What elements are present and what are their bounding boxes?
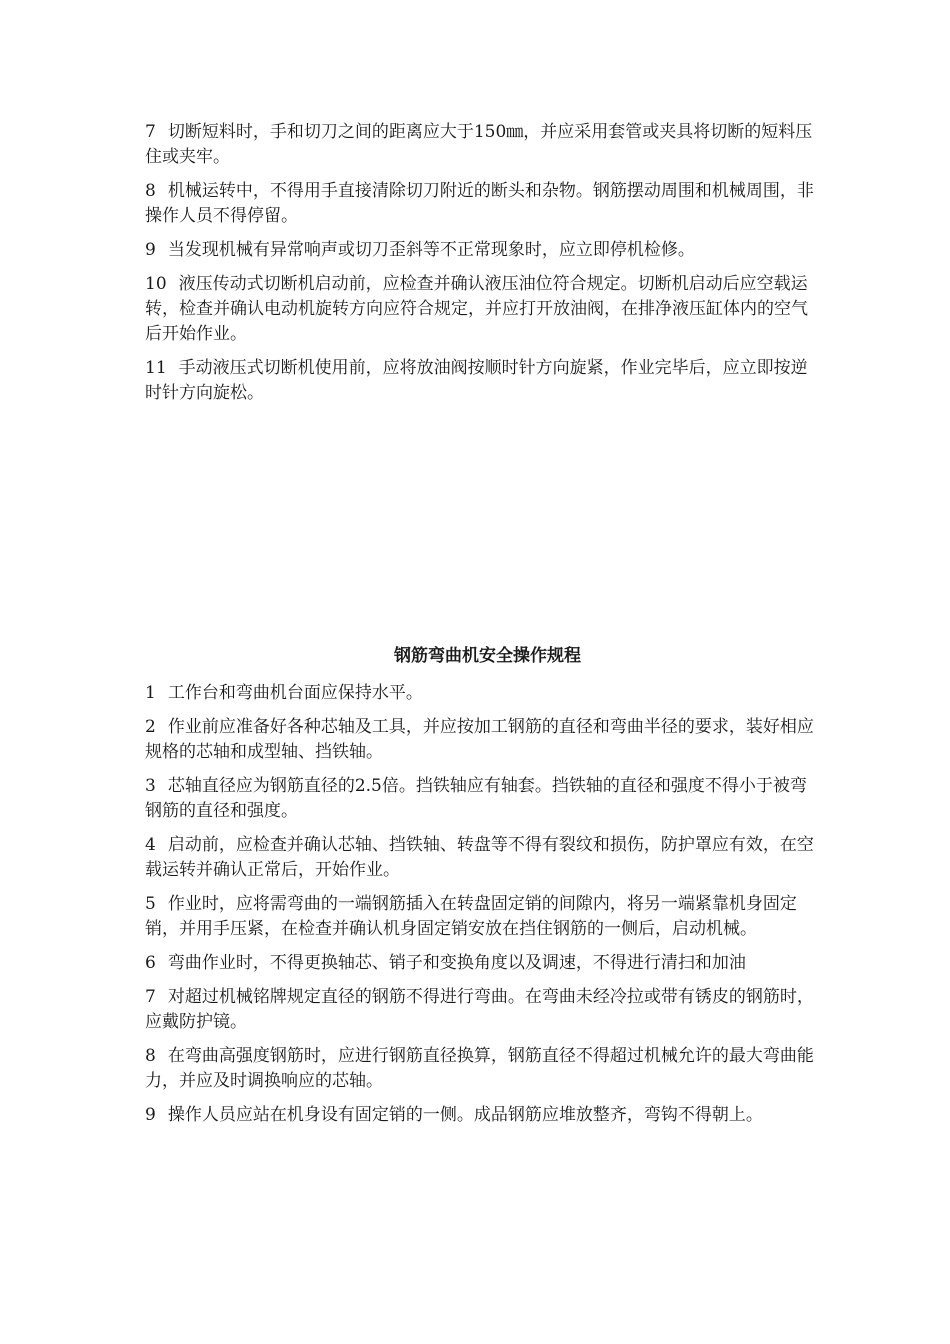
- rule-text: 在弯曲高强度钢筋时，应进行钢筋直径换算，钢筋直径不得超过机械允许的最大弯曲能力，并应及时调换响应的芯轴。: [145, 1046, 814, 1091]
- rule-item: [145, 715, 820, 765]
- rule-item: [145, 985, 820, 1035]
- rule-number: 5: [145, 894, 156, 914]
- rule-item: [145, 892, 820, 942]
- rule-number: 10: [145, 274, 167, 294]
- rule-item: [145, 681, 820, 706]
- rule-text: 操作人员应站在机身设有固定销的一侧。成品钢筋应堆放整齐，弯钩不得朝上。: [167, 1105, 763, 1125]
- rule-text: 作业前应准备好各种芯轴及工具，并应按加工钢筋的直径和弯曲半径的要求，装好相应规格的芯轴和成型轴、挡铁轴。: [145, 717, 814, 762]
- rule-text: 对超过机械铭牌规定直径的钢筋不得进行弯曲。在弯曲未经冷拉或带有锈皮的钢筋时，应戴防护镜。: [145, 987, 814, 1032]
- rule-item: [145, 356, 815, 406]
- rule-number: 1: [145, 683, 156, 703]
- rule-text: 作业时，应将需弯曲的一端钢筋插入在转盘固定销的间隙内，将另一端紧靠机身固定销，并用手压紧，在检查并确认机身固定销安放在挡住钢筋的一侧后，启动机械。: [145, 894, 797, 939]
- rule-number: 8: [145, 1046, 156, 1066]
- rule-number: 7: [145, 122, 156, 142]
- rule-item: [145, 238, 815, 263]
- rule-item: [145, 120, 815, 170]
- rule-text: 当发现机械有异常响声或切刀歪斜等不正常现象时，应立即停机检修。: [167, 240, 695, 260]
- bending-machine-rules: [145, 644, 820, 1137]
- rule-text: 芯轴直径应为钢筋直径的2.5倍。挡铁轴应有轴套。挡铁轴的直径和强度不得小于被弯钢筋的直径和强度。: [145, 776, 807, 821]
- rule-number: 3: [145, 776, 156, 796]
- rule-item: [145, 774, 820, 824]
- rule-number: 6: [145, 953, 156, 973]
- rule-number: 9: [145, 1105, 156, 1125]
- rule-text: 手动液压式切断机使用前，应将放油阀按顺时针方向旋紧，作业完毕后，应立即按逆时针方向旋松。: [145, 358, 808, 403]
- rule-item: [145, 951, 820, 976]
- rule-text: 机械运转中，不得用手直接清除切刀附近的断头和杂物。钢筋摆动周围和机械周围，非操作人员不得停留。: [145, 181, 814, 226]
- rule-text: 启动前，应检查并确认芯轴、挡铁轴、转盘等不得有裂纹和损伤，防护罩应有效，在空载运转并确认正常后，开始作业。: [145, 835, 814, 880]
- rule-item: [145, 272, 815, 347]
- rule-number: 11: [145, 358, 167, 378]
- rule-item: [145, 1103, 820, 1128]
- rule-text: 弯曲作业时，不得更换轴芯、销子和变换角度以及调速，不得进行清扫和加油: [167, 953, 746, 973]
- rule-item: [145, 833, 820, 883]
- cutting-machine-rules-continued: [145, 120, 815, 415]
- rule-text: 液压传动式切断机启动前，应检查并确认液压油位符合规定。切断机启动后应空载运转，检查并确认电动机旋转方向应符合规定，并应打开放油阀，在排净液压缸体内的空气后开始作业。: [145, 274, 808, 344]
- rule-number: 4: [145, 835, 156, 855]
- rule-text: 切断短料时，手和切刀之间的距离应大于150㎜，并应采用套管或夹具将切断的短料压住或夹牢。: [145, 122, 813, 167]
- rule-number: 9: [145, 240, 156, 260]
- rule-text: 工作台和弯曲机台面应保持水平。: [167, 683, 423, 703]
- rule-item: [145, 1044, 820, 1094]
- rule-number: 8: [145, 181, 156, 201]
- rule-number: 2: [145, 717, 156, 737]
- rule-item: [145, 179, 815, 229]
- rule-number: 7: [145, 987, 156, 1007]
- section-title: 钢筋弯曲机安全操作规程: [394, 646, 581, 666]
